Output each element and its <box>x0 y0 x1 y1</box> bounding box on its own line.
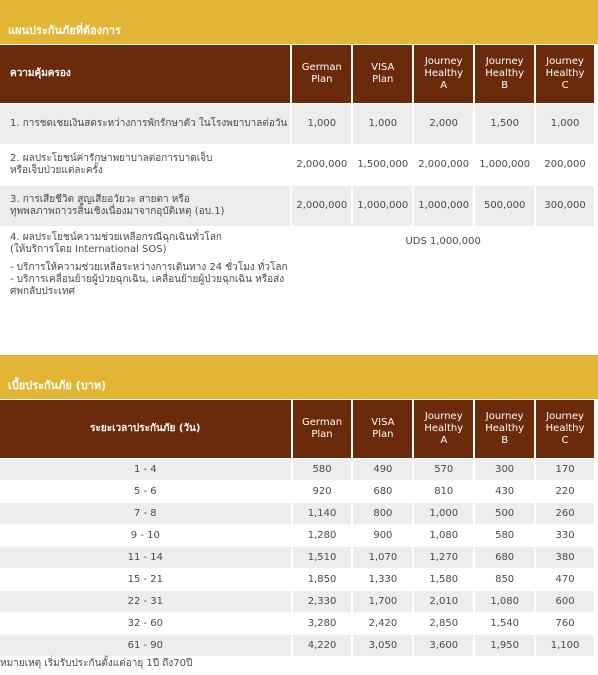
plan-header-visa: VISA Plan <box>353 400 412 458</box>
premium-period: 61 - 90 <box>0 635 291 656</box>
premium-value: 1,850 <box>293 569 352 590</box>
coverage-row-label: 1. การชดเชยเงินสดระหว่างการพักรักษาตัว ในโรงพยาบาลต่อวัน <box>0 104 290 144</box>
premium-value: 220 <box>536 481 594 502</box>
premium-period: 9 - 10 <box>0 525 291 546</box>
premium-row <box>0 547 594 568</box>
premium-row <box>0 613 594 634</box>
plan-header-journey-c: Journey Healthy C <box>536 400 594 458</box>
premium-value: 580 <box>293 459 352 480</box>
premium-period: 11 - 14 <box>0 547 291 568</box>
coverage-value: 1,500 <box>475 104 534 144</box>
premium-value: 260 <box>536 503 594 524</box>
premium-row <box>0 459 594 480</box>
coverage-value: 1,000,000 <box>353 186 412 226</box>
coverage-row <box>0 186 594 226</box>
coverage-value: 2,000,000 <box>414 145 473 185</box>
premium-value: 380 <box>536 547 594 568</box>
premium-value: 1,280 <box>293 525 352 546</box>
coverage-row-sos <box>0 227 594 319</box>
premium-value: 1,700 <box>353 591 412 612</box>
sos-description <box>0 227 290 319</box>
premium-value: 300 <box>475 459 534 480</box>
plan-header-german: German Plan <box>292 45 351 103</box>
premium-value: 2,330 <box>293 591 352 612</box>
coverage-value: 1,000 <box>292 104 351 144</box>
coverage-row-label: 3. การเสียชีวิต สูญเสียอวัยวะ สายตา หรือ ทุพพลภาพถาวรสิ้นเชิงเนื่องมาจากอุบัติเหตุ (อบ.1) <box>0 186 290 226</box>
premium-value: 800 <box>353 503 412 524</box>
premium-value: 920 <box>293 481 352 502</box>
sos-bullet: ศพกลับประเทศ <box>10 286 75 297</box>
coverage-section-title-bar <box>0 0 598 44</box>
plan-header-journey-b: Journey Healthy B <box>475 45 534 103</box>
sos-label-line2: (ให้บริการโดย International SOS) <box>10 244 167 255</box>
premium-row <box>0 569 594 590</box>
coverage-value: 1,000,000 <box>475 145 534 185</box>
premium-value: 170 <box>536 459 594 480</box>
premium-value: 1,000 <box>414 503 473 524</box>
premium-period: 5 - 6 <box>0 481 291 502</box>
premium-value: 760 <box>536 613 594 634</box>
premium-value: 430 <box>475 481 534 502</box>
coverage-value: 1,000 <box>353 104 412 144</box>
sos-label-line1: 4. ผลประโยชน์ความช่วยเหลือกรณีฉุกเฉินทั่วโลก <box>10 232 222 243</box>
premium-value: 580 <box>475 525 534 546</box>
premium-value: 680 <box>353 481 412 502</box>
plan-header-journey-a: Journey Healthy A <box>414 400 473 458</box>
premium-value: 330 <box>536 525 594 546</box>
premium-value: 3,050 <box>353 635 412 656</box>
plan-header-journey-a: Journey Healthy A <box>414 45 473 103</box>
premium-period: 22 - 31 <box>0 591 291 612</box>
premium-value: 500 <box>475 503 534 524</box>
premium-section-title-bar <box>0 355 598 399</box>
premium-value: 850 <box>475 569 534 590</box>
coverage-value: 200,000 <box>536 145 594 185</box>
coverage-value: 2,000,000 <box>292 145 351 185</box>
premium-value: 3,600 <box>414 635 473 656</box>
plan-header-journey-b: Journey Healthy B <box>475 400 534 458</box>
premium-value: 1,510 <box>293 547 352 568</box>
premium-value: 1,330 <box>353 569 412 590</box>
sos-value: UDS 1,000,000 <box>292 227 594 319</box>
premium-value: 1,950 <box>475 635 534 656</box>
coverage-value: 1,000,000 <box>414 186 473 226</box>
premium-value: 900 <box>353 525 412 546</box>
premium-table <box>0 399 596 657</box>
coverage-value: 500,000 <box>475 186 534 226</box>
premium-value: 2,850 <box>414 613 473 634</box>
footnote: หมายเหตุ เริ่มรับประกันตั้งแต่อายุ 1ปี ถึง70ปี <box>0 658 193 669</box>
premium-value: 4,220 <box>293 635 352 656</box>
coverage-header-row <box>0 45 594 103</box>
premium-row <box>0 503 594 524</box>
premium-value: 490 <box>353 459 412 480</box>
coverage-value: 2,000,000 <box>292 186 351 226</box>
premium-value: 2,010 <box>414 591 473 612</box>
premium-value: 1,080 <box>475 591 534 612</box>
premium-value: 3,280 <box>293 613 352 634</box>
premium-value: 2,420 <box>353 613 412 634</box>
premium-rows <box>0 459 594 656</box>
premium-row <box>0 635 594 656</box>
premium-period: 1 - 4 <box>0 459 291 480</box>
premium-value: 600 <box>536 591 594 612</box>
premium-value: 1,580 <box>414 569 473 590</box>
premium-period: 15 - 21 <box>0 569 291 590</box>
sos-bullet: - บริการเคลื่อนย้ายผู้ป่วยฉุกเฉิน, เคลื่อนย้ายผู้ป่วยฉุกเฉิน หรือส่ง <box>10 274 285 285</box>
premium-period: 32 - 60 <box>0 613 291 634</box>
premium-value: 1,070 <box>353 547 412 568</box>
coverage-row <box>0 104 594 144</box>
premium-row <box>0 481 594 502</box>
coverage-row <box>0 145 594 185</box>
coverage-row-label: 2. ผลประโยชน์ค่ารักษาพยาบาลต่อการบาดเจ็บ หรือเจ็บป่วยแต่ละครั้ง <box>0 145 290 185</box>
coverage-value: 300,000 <box>536 186 594 226</box>
premium-value: 1,140 <box>293 503 352 524</box>
coverage-value: 1,000 <box>536 104 594 144</box>
coverage-section-title: แผนประกันภัยที่ต้องการ <box>8 24 121 37</box>
premium-header-row <box>0 400 594 458</box>
premium-value: 570 <box>414 459 473 480</box>
premium-value: 1,100 <box>536 635 594 656</box>
premium-value: 1,270 <box>414 547 473 568</box>
coverage-value: 2,000 <box>414 104 473 144</box>
premium-header-label: ระยะเวลาประกันภัย (วัน) <box>0 400 291 458</box>
premium-value: 1,540 <box>475 613 534 634</box>
plan-header-journey-c: Journey Healthy C <box>536 45 594 103</box>
plan-header-visa: VISA Plan <box>353 45 412 103</box>
premium-value: 680 <box>475 547 534 568</box>
plan-header-german: German Plan <box>293 400 352 458</box>
premium-section-title: เบี้ยประกันภัย (บาท) <box>8 379 107 392</box>
premium-row <box>0 591 594 612</box>
premium-period: 7 - 8 <box>0 503 291 524</box>
sos-bullet: - บริการให้ความช่วยเหลือระหว่างการเดินทาง 24 ชั่วโมง ทั่วโลก <box>10 262 288 273</box>
coverage-header-label: ความคุ้มครอง <box>0 45 290 103</box>
premium-value: 1,080 <box>414 525 473 546</box>
premium-value: 810 <box>414 481 473 502</box>
coverage-table <box>0 44 596 320</box>
coverage-value: 1,500,000 <box>353 145 412 185</box>
premium-value: 470 <box>536 569 594 590</box>
premium-row <box>0 525 594 546</box>
